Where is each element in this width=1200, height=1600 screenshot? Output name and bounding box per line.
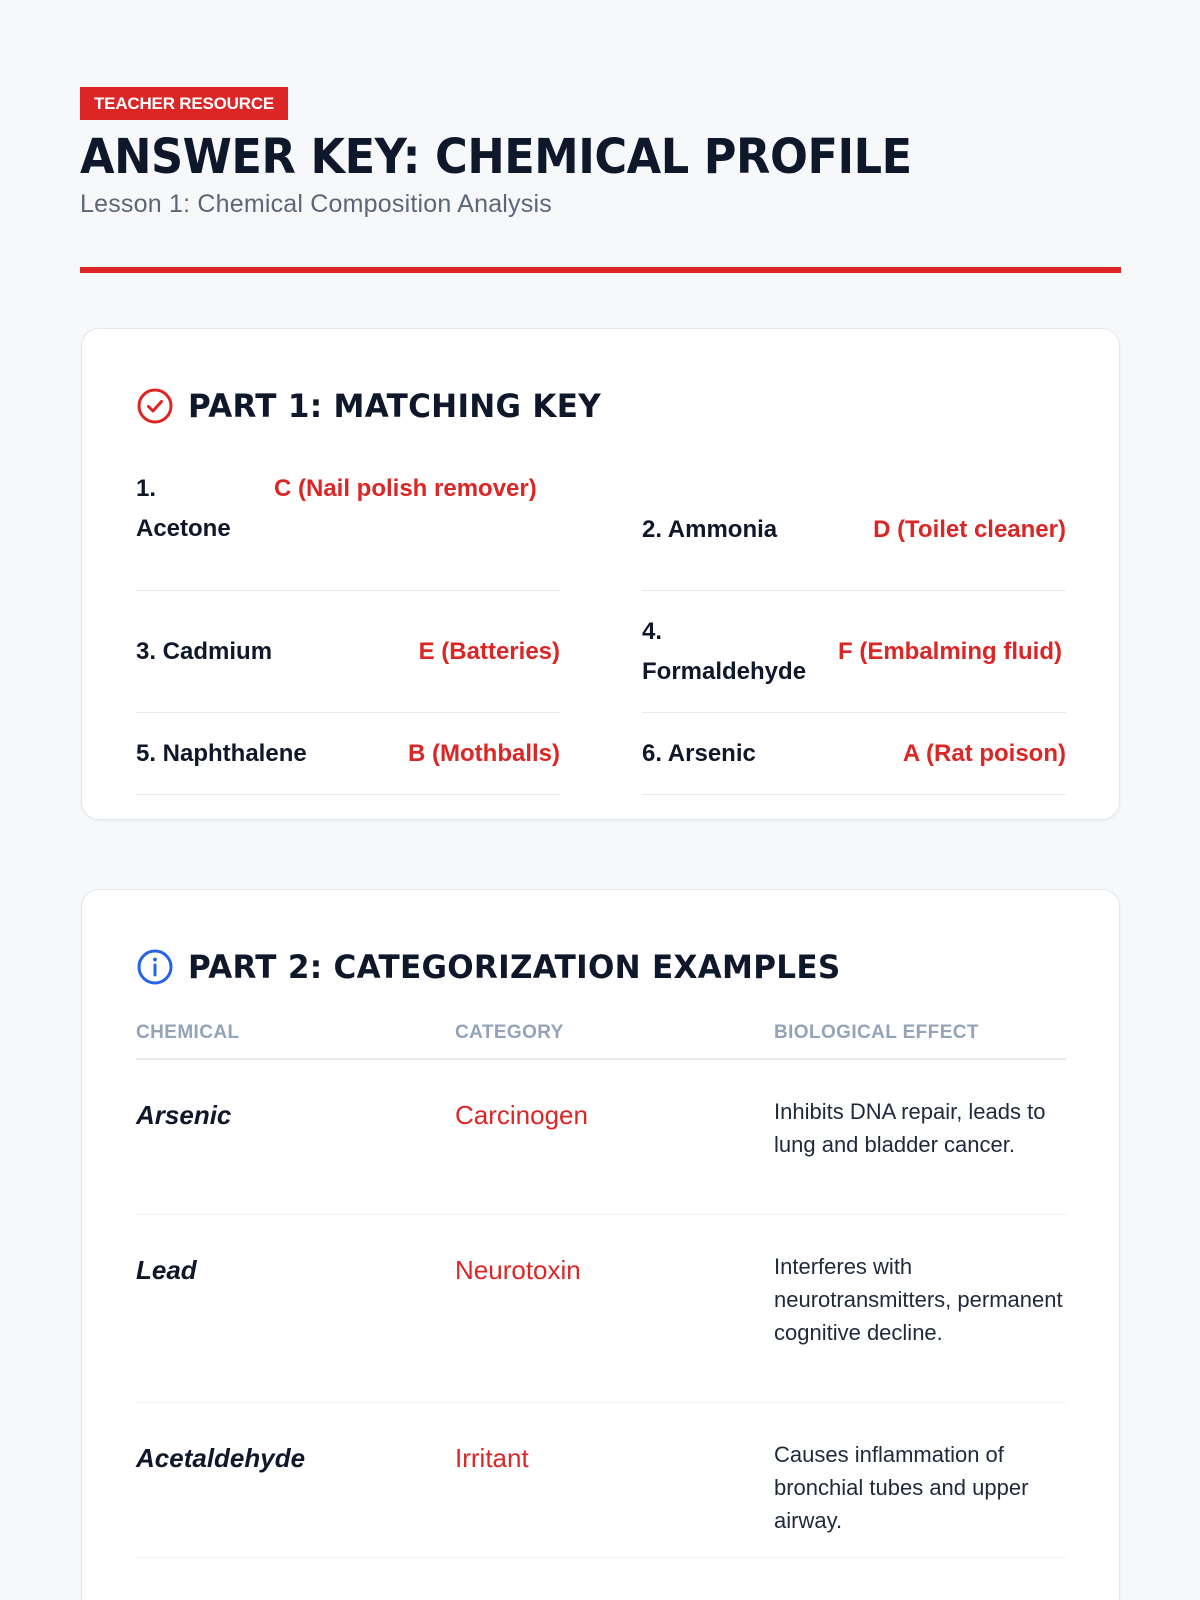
table-row xyxy=(136,1215,1066,1403)
match-item xyxy=(642,713,1066,795)
match-question: 2. Ammonia xyxy=(642,515,778,543)
effect-cell: Inhibits DNA repair, leads to lung and bladder cancer. xyxy=(774,1099,1046,1157)
match-question: 1. Acetone xyxy=(136,475,231,542)
page-subtitle: Lesson 1: Chemical Composition Analysis xyxy=(80,190,552,218)
category-cell: Neurotoxin xyxy=(455,1255,581,1285)
match-item xyxy=(136,591,560,713)
effect-cell: Interferes with neurotransmitters, permanent cognitive decline. xyxy=(774,1254,1063,1345)
match-answer: D (Toilet cleaner) xyxy=(873,515,1066,543)
info-circle-icon xyxy=(136,948,174,986)
match-answer: F (Embalming fluid) xyxy=(838,637,1062,665)
column-header-effect: BIOLOGICAL EFFECT xyxy=(774,1022,979,1043)
check-circle-icon xyxy=(136,387,174,425)
chemical-cell: Arsenic xyxy=(136,1100,232,1130)
match-item xyxy=(136,469,560,591)
category-cell: Carcinogen xyxy=(455,1100,588,1130)
chemical-cell: Lead xyxy=(136,1255,197,1285)
chemical-cell: Acetaldehyde xyxy=(136,1443,306,1473)
match-answer: E (Batteries) xyxy=(418,637,560,665)
page-title: ANSWER KEY: CHEMICAL PROFILE xyxy=(80,129,912,185)
match-question: 6. Arsenic xyxy=(642,739,756,767)
table-row xyxy=(136,1060,1066,1215)
match-item xyxy=(642,591,1066,713)
teacher-resource-badge: TEACHER RESOURCE xyxy=(80,87,288,120)
header-divider xyxy=(80,267,1121,273)
match-answer: B (Mothballs) xyxy=(408,739,560,767)
table-row xyxy=(136,1403,1066,1558)
match-item xyxy=(642,469,1066,591)
column-header-category: CATEGORY xyxy=(455,1022,564,1043)
categorization-header xyxy=(136,948,861,986)
match-question: 5. Naphthalene xyxy=(136,739,307,767)
table-header xyxy=(136,1018,1066,1060)
page-header xyxy=(80,87,1120,219)
categorization-table xyxy=(136,1018,1066,1558)
matching-key-title: PART 1: MATCHING KEY xyxy=(188,387,602,425)
matching-key-header xyxy=(136,387,614,425)
match-question: 3. Cadmium xyxy=(136,637,273,665)
effect-cell: Causes inflammation of bronchial tubes and upper airway. xyxy=(774,1442,1029,1533)
match-item xyxy=(136,713,560,795)
category-cell: Irritant xyxy=(455,1443,529,1473)
match-answer: C (Nail polish remover) xyxy=(274,475,537,502)
column-header-chemical: CHEMICAL xyxy=(136,1022,240,1043)
matching-key-list xyxy=(136,469,1066,795)
match-question: 4. Formaldehyde xyxy=(642,617,807,685)
matching-key-card xyxy=(81,328,1120,820)
categorization-title: PART 2: CATEGORIZATION EXAMPLES xyxy=(188,948,841,986)
match-answer: A (Rat poison) xyxy=(902,739,1066,767)
categorization-card xyxy=(81,889,1120,1600)
